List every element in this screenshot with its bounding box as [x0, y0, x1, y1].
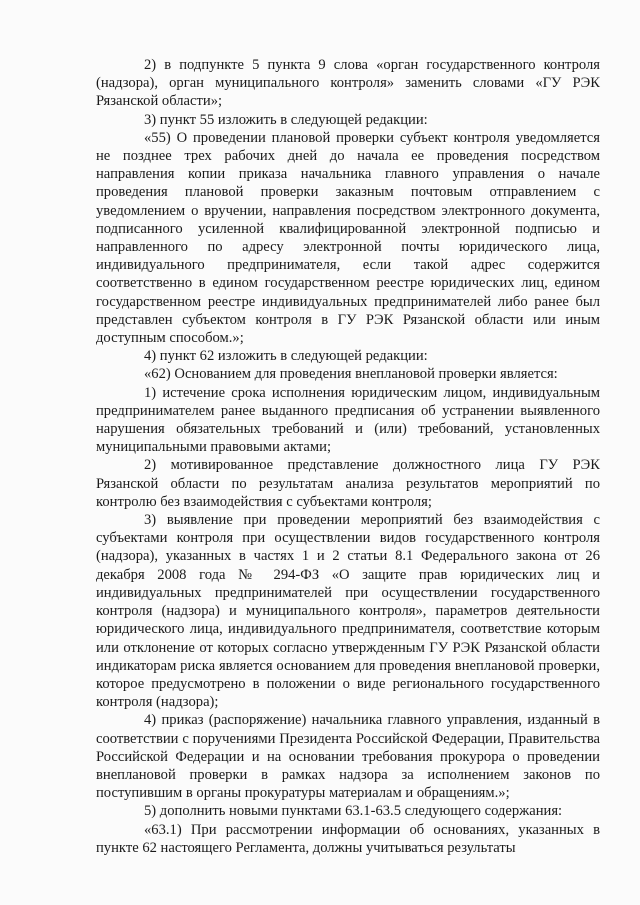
paragraph-ground-4: 4) приказ (распоряжение) начальника главного управления, изданный в соответствии с поручениями Президента Российской Федерации, Правительства Российской Федерации и на основании требования прокурора о проведении внеплановой проверки в рамках надзора за исполнением законов по поступившим в органы прокуратуры материалам и обращениям.»;: [96, 712, 600, 802]
paragraph-item-62: «62) Основанием для проведения внеплановой проверки является:: [144, 366, 558, 383]
paragraph-subpoint-2: 2) в подпункте 5 пункта 9 слова «орган государственного контроля (надзора), орган муниципального контроля» заменить словами «ГУ РЭК Рязанской области»;: [96, 57, 600, 110]
paragraph-ground-3: 3) выявление при проведении мероприятий без взаимодействия с субъектами контроля при осуществлении видов государственного контроля (надзора), указанных в частях 1 и 2 статьи 8.1 Федерального закона от 26 декабря 2008 года № 294-ФЗ «О защите прав юридических лиц и индивидуальных предпринимателей при осуществлении государственного контроля (надзора) и муниципального контроля», параметров деятельности юридического лица, индивидуального предпринимателя, соответствие которым или отклонение от которых согласно утвержденным ГУ РЭК Рязанской области индикаторам риска является основанием для проведения внеплановой проверки, которое предусмотрено в положении о виде регионального государственного контроля (надзора);: [96, 512, 600, 711]
paragraph-ground-2: 2) мотивированное представление должностного лица ГУ РЭК Рязанской области по результатам анализа результатов мероприятий по контролю без взаимодействия с субъектами контроля;: [96, 457, 600, 510]
paragraph-subpoint-4: 4) пункт 62 изложить в следующей редакции:: [144, 348, 428, 365]
paragraph-item-55: «55) О проведении плановой проверки субъект контроля уведомляется не позднее трех рабочих дней до начала ее проведения посредством направления копии приказа начальника главного управления о начале проведения плановой проверки заказным почтовым отправлением с уведомлением о вручении, направления посредством электронного документа, подписанного усиленной квалифицированной электронной подписью и направленного по адресу электронной почты юридического лица, индивидуального предпринимателя, если такой адрес содержится соответственно в едином государственном реестре юридических лиц, едином государственном реестре индивидуальных предпринимателей либо ранее был представлен субъектом контроля в ГУ РЭК Рязанской области или иным доступным способом.»;: [96, 129, 600, 347]
paragraph-ground-1: 1) истечение срока исполнения юридическим лицом, индивидуальным предпринимателем ранее выданного предписания об устранении выявленного нарушения обязательных требований и (или) требований, установленных муниципальными правовыми актами;: [96, 384, 600, 456]
paragraph-subpoint-3: 3) пункт 55 изложить в следующей редакции:: [144, 111, 428, 128]
paragraph-subpoint-5: 5) дополнить новыми пунктами 63.1-63.5 следующего содержания:: [144, 803, 563, 820]
document-body: [96, 56, 600, 857]
paragraph-item-63-1: «63.1) При рассмотрении информации об основаниях, указанных в пункте 62 настоящего Регламента, должны учитываться результаты: [96, 821, 600, 856]
